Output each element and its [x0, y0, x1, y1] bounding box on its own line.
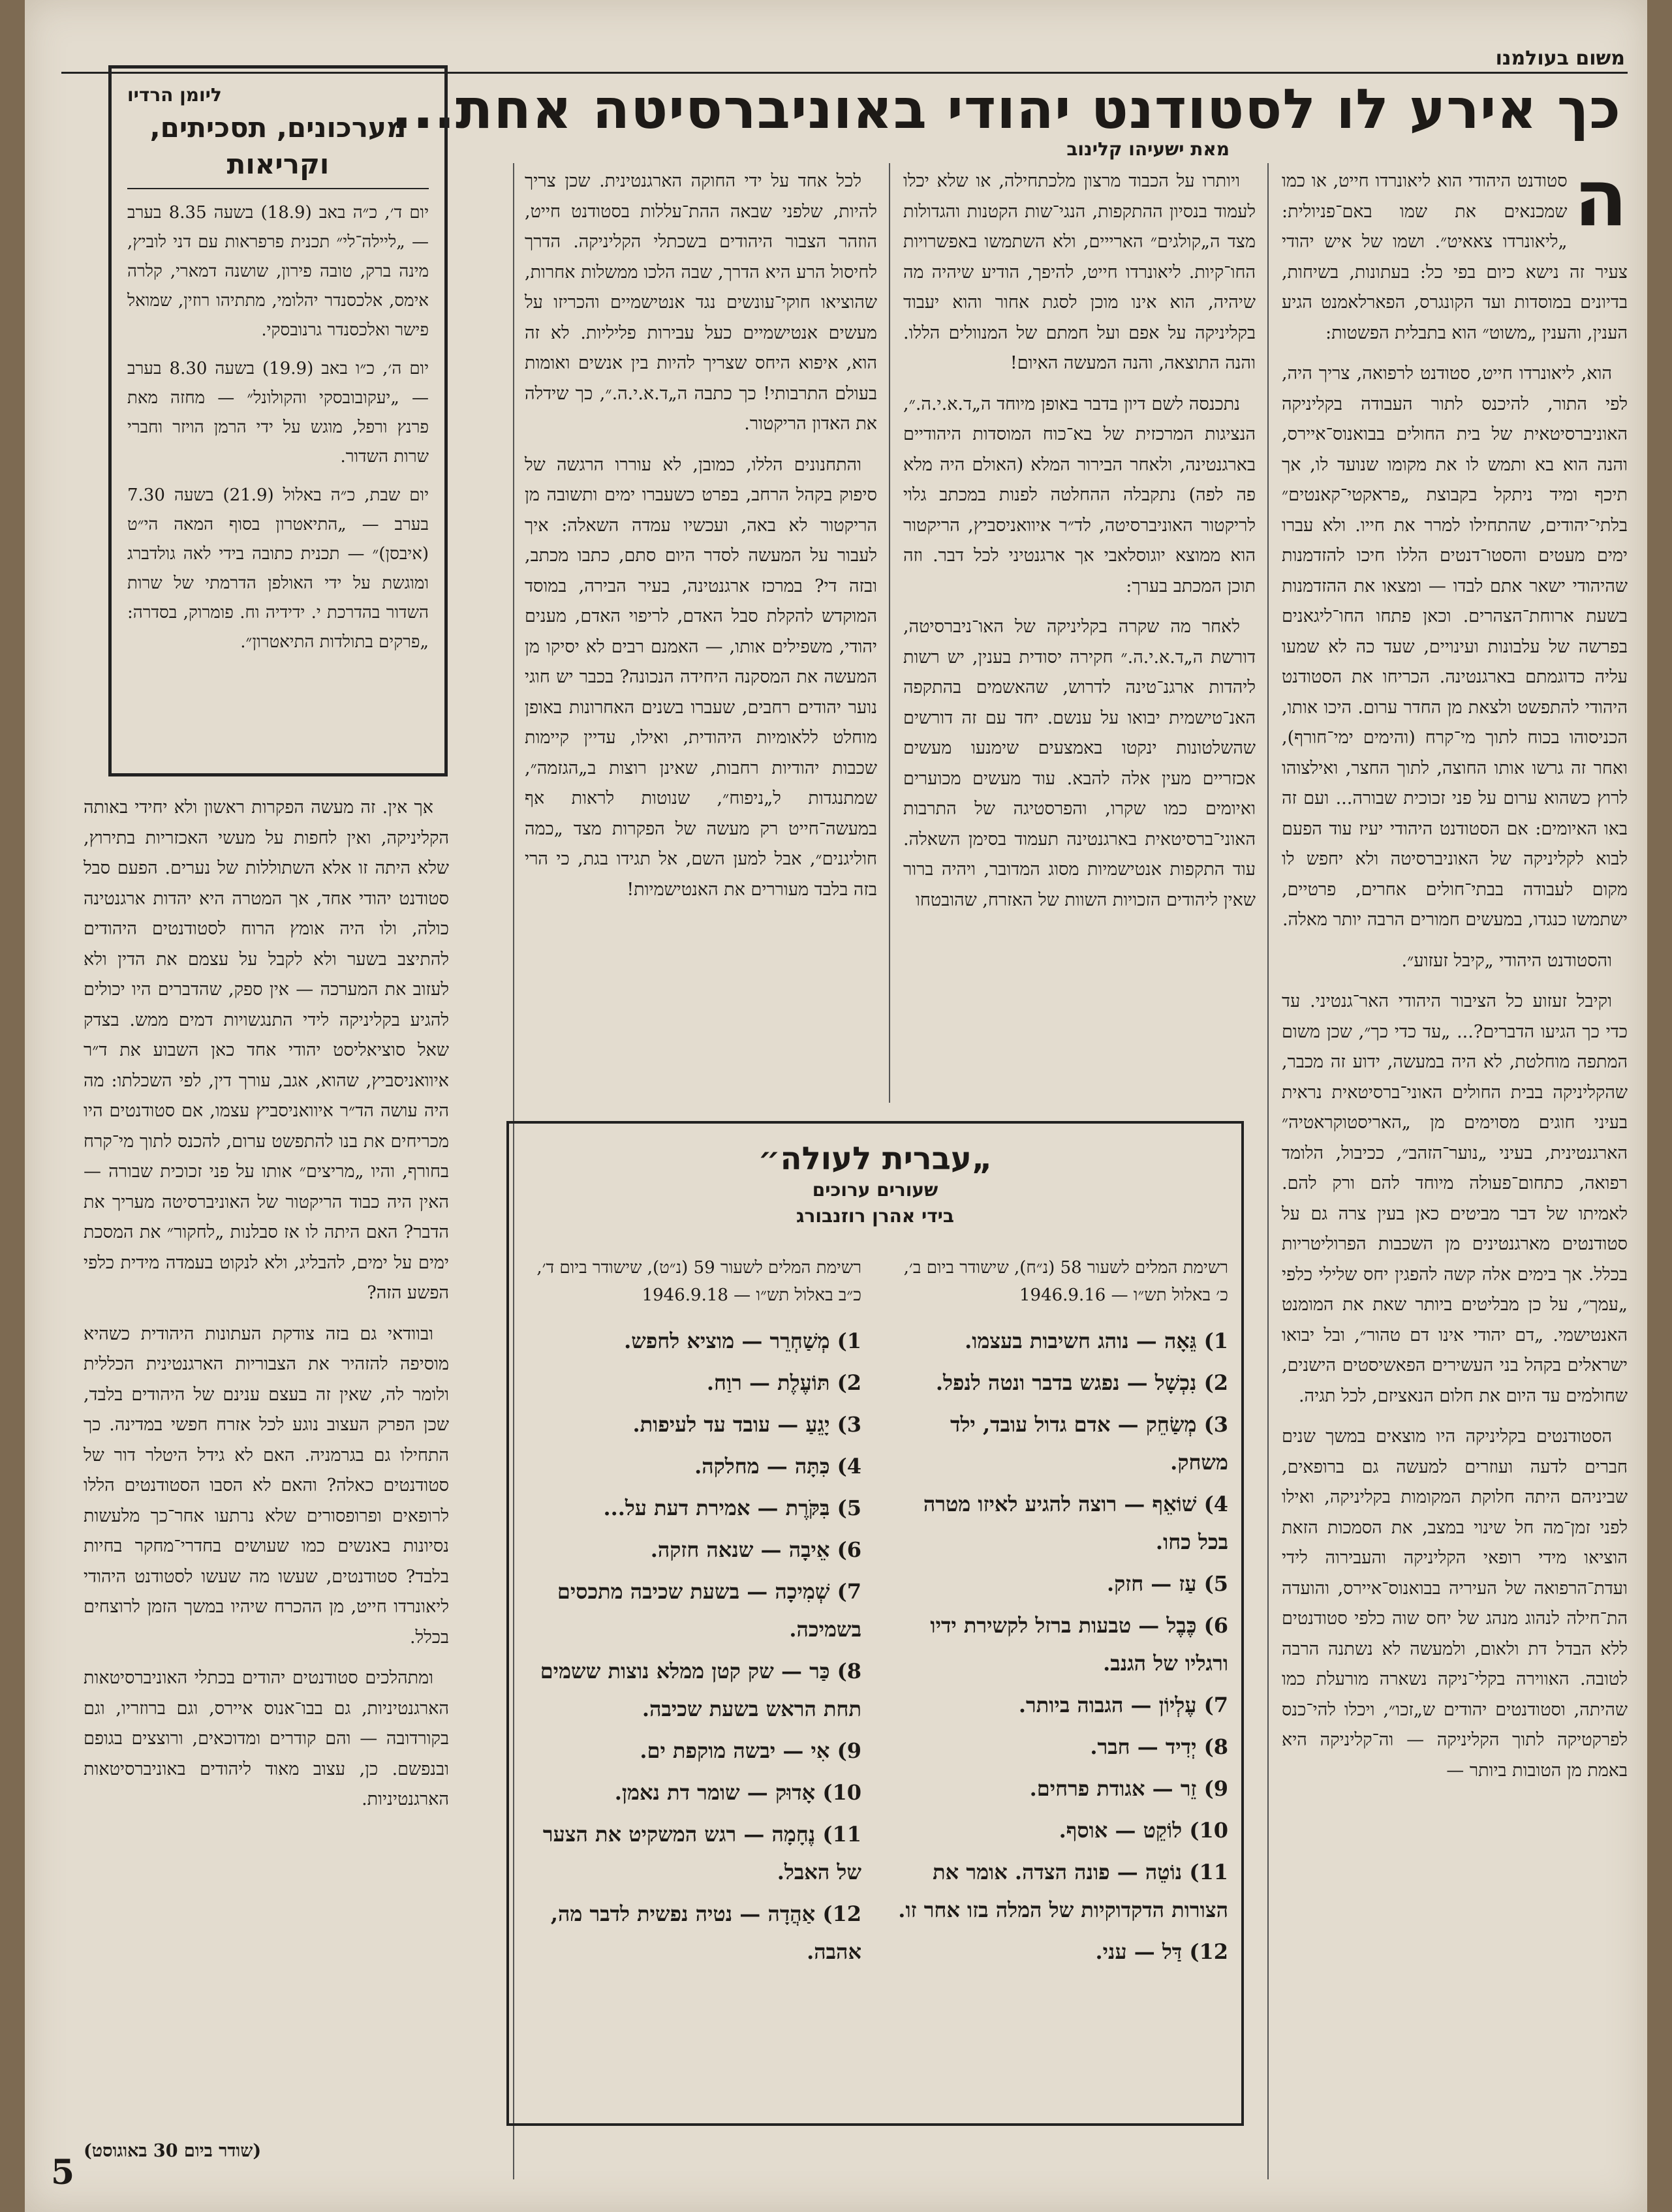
article-paragraph: וקיבל זעזוע כל הציבור היהודי האר־גנטיני. עד כדי כך הגיעו הדברים?... „עד כדי כך״, שכן משום המתפה מוחלטת, לא היה במעשה, ידוע זה מכבר, שהקליניקה בבית החולים האוני־ברסיטאית נראית בעיני חוגים מסוימים מן „האריסטוקראטיה״ הארגנטינית, בעיני „נוער־הזהב״, ככיבול, הלומד רפואה, כתחום־פעולה מיוחד להם ורק להם. לאמיתו של דבר מביטים כאן בעין צרה גם על סטודנטים מארגנטינים מן השכבות הפרוליטריות בכלל. אך בימים אלה קשה להפגין יחס שלילי כלפי „עמך״, על כן מבליטים ביותר שאת את המומנט האנטישמי. „דם יהודי אינו דם טהור״, ובל יבואו ישראלים בקהל בני העשירים הפאשיסטים הישנים, שחולמים עד היום את חלום הנאציזם, לכל תגיה. [1282, 991, 1628, 1406]
headline: כך אירע לו לסטודנט יהודי באוניברסיטה אחת... [391, 77, 1621, 141]
vocab-entry: 8) יְדִיד — חבר. [1090, 1734, 1228, 1759]
vocab-entry: 1) מְשַׁחְרֵר — מוציא לחפש. [624, 1329, 861, 1353]
article-paragraph: הוא, ליאונרדו חייט, סטודנט לרפואה, צריך היה, לפי התור, להיכנס לתור העבודה בקליניקה האוניברסיטאית של בית החולים בבואנוס־איירס, והנה הוא בא ותמש לו את מקומו שנועד לו, אך תיכף ומיד ניתקל בקבוצת „פראקטי־קאנטים״ בלתי־יהודים, שהתחילו למרר את חייו. ולא עברו ימים מעטים והסטו־דנטים הללו חיכו להזדמנות שהיהודי ישאר אתם לבדו — ומצאו את ההזדמנות בשעת ארוחת־הצהרים. וכאן פתחו החו־ליגאנים בפרשה של עלבונות ועינויים, שעד כה לא שמעו עליה כדוגמתם בארגנטינה. הכריחו את הסטודנט היהודי להתפשט ולצאת מן החדר ערום. היכו אותו, הכניסוהו בכוח לתוך מי־קרח (והימים ימי־חורף), ואחר זה גרשו אותו החוצה, לתוך החצר, ואילצוהו לרוץ כשהוא ערום על פני זכוכית שבורה... ועם זה באו האיומים: אם הסטודנט היהודי יעיז עוד הפעם לבוא לקליניקה של האוניברסיטה ולא יחפש לו מקום לעבודה בבתי־חולים אחרים, פרטיים, ישתמשו כנגדו, במעשים חמורים הרבה יותר מאלה. [1282, 363, 1628, 930]
vocab-entry: 6) כֶּבֶל — טבעות ברזל לקשירת ידיו ורגליו של הגנב. [930, 1613, 1228, 1676]
broadcast-date-note: (שודר ביום 30 באוגוסט) [84, 2141, 262, 2161]
article-paragraph: לכל אחד על ידי החוקה הארגנטינית. שכן צריך להיות, שלפני שבאה ההת־עללות בסטודנט חייט, הוזהר הצבור היהודים בשכתלי הקליניקה. הדרך לחיסול הרע היא הדרך, שבה הלכו ממשלות אחרות, שהוציאו חוקי־עונשים נגד אנטישמיים והכריזו על מעשים אנטישמיים כעל עבירות פליליות. לא זה הוא, איפוא היחס שצריך להיות בין אנשים ואומות בעולם התרבותי! כך כתבה ה„ד.א.י.ה.״, כך שידלה את האדון הריקטור. [525, 171, 877, 434]
vocab-entry: 2) נִכְשָׁל — נפגש בדבר ונטה לנפל. [935, 1370, 1228, 1395]
article-paragraph: נתכנסה לשם דיון בדבר באופן מיוחד ה„ד.א.י.ה.״, הנציגות המרכזית של בא־כוח המוסדות היהודיים בארגנטינה, ולאחר הבירור המלא (האולם היה מלא פה לפה) נתקבלה ההחלטה לפנות במכתב גלוי לריקטור האוניברסיטה, לד״ר איוואניסביץ, הריקטור הוא ממוצא יוגוסלאבי אך ארגנטיני לכל דבר. וזה תוכן המכתב בערך: [903, 393, 1256, 596]
article-paragraph: סטודנט היהודי הוא ליאונרדו חייט, או כמו שמכנאים את שמו באם־פניולית: „ליאונרדו צאאיט״. ושמו של איש יהודי צעיר זה נישא כיום בפי כל: בעתונות, בשיחות, בדיונים במוסדות ועד הקונגרס, הפארלאמנט הגיע הענין, והענין „משוט״ הוא בתבלית הפשטות: [1282, 171, 1628, 343]
page-number: 5 [51, 2153, 75, 2192]
vocab-entry: 8) כַּר — שק קטן ממלא נוצות ששמים תחת הראש בשעת שכיבה. [540, 1659, 861, 1721]
lesson-box-title: „עברית לעולה״ [758, 1141, 993, 1177]
vocab-entry: 7) עֶלְיוֹן — הגבוה ביותר. [1018, 1693, 1228, 1717]
lesson-58-heading: רשימת המלים לשעור 58 (נ״ח), שישודר ביום ב׳, כ׳ באלול תש״ו — 1946.9.16 [903, 1258, 1228, 1305]
vocab-entry: 3) יָגֵעַ — עובד עד לעיפות. [632, 1412, 861, 1437]
vocab-entry: 7) שְׁמִיכָה — בשעת שכיבה מתכסים בשמיכה. [557, 1579, 861, 1642]
vocab-entry: 5) בִּקֹּרֶת — אמירת דעת על... [603, 1496, 861, 1520]
column-rule [1267, 163, 1269, 2179]
radio-box-label: ליומן הרדיו [127, 84, 222, 106]
article-paragraph: אך אין. זה מעשה הפקרות ראשון ולא יחידי באותה הקליניקה, ואין לחפות על מעשי האכזריות בתירוץ, שלא היתה זו אלא השתוללות של נערים. הפעם סבל סטודנט יהודי אחד, אך המטרה היא יהדות ארגנטינה כולה, ולו היה אומץ הרוח לסטודנטים היהודים להתיצב בשער ולא לקבל על עצמם את הדין ולא לעזוב את המערכה — אין ספק, שהדברים היו יכולים להגיע בקליניקה לידי התנגשויות דמים ממש. בצדק שאל סוציאליסט יהודי אחד כאן השבוע את ד״ר איוואניסביץ, שהוא, אגב, עורך דין, לפי השכלתו: מה היה עושה הד״ר איוואניסביץ עצמו, אם סטודנטים היו מכריחים את בנו להתפשט ערום, להכנס לתוך מי־קרח בחורף, והיו „מריצים״ אותו על פני זכוכית שבורה — האין היה כבוד הריקטור של האוניברסיטה מעריך את הדבר? האם היתה לו אז סבלנות „לחקור״ את המסכת ימים על ימים, להבליג, ולא לנקוט בעמדה מידית כלפי הפשע הזה? [84, 797, 449, 1303]
vocab-entry: 11) נוֹטֵה — פונה הצדה. אומר את הצורות הדקדוקיות של המלה בזו אחר זו. [898, 1860, 1228, 1922]
vocab-entry: 9) אִי — יבשה מוקפת ים. [640, 1738, 861, 1763]
hebrew-lesson-box [506, 1121, 1244, 2126]
radio-box-title: מערכונים, תסכיתים, וקריאות [127, 110, 429, 189]
lesson-columns [522, 1254, 1228, 2110]
vocab-entry: 6) אֵיבָה — שנאה חזקה. [650, 1537, 861, 1562]
radio-listing: יום שבת, כ״ה באלול (21.9) בשעה 7.30 בערב — „התיאטרון בסוף המאה הי״ט (איבסן)״ — תכנית כתובה בידי לאה גולדברג ומוגשת על ידי האולפן הדרמתי של שרות השדור בהדרכת י. ידידיה וח. פומרוק, בסדרה: „פרקים בתולדות התיאטרון״. [127, 485, 429, 652]
article-paragraph: והתחנונים הללו, כמובן, לא עוררו הרגשה של סיפוק בקהל הרחב, בפרט כשעברו ימים ותשובה מן הריקטור לא באה, ועכשיו עמדה השאלה: איך לעבור על המעשה לסדר היום סתם, כתבו מכתב, ובזה די? במרכז ארגנטינה, בעיר הבירה, במוסד המוקדש להקלת סבל האדם, לריפוי האדם, מענים יהודי, משפילים אותו, — האמנם רבים לא יסיקו מן המעשה את המסקנה היחידה הנכונה? בכבר יש חוגי נוער יהודים רחבים, שעברו בשנים האחרונות באופן מוחלט ללאומיות היהודית, ואילו, עדיין קיימות שכבות יהודיות רחבות, שאינן רוצות ב„הגזמה״, שמתנגדות ל„ניפוח״, שנוטות לראות אף במעשה־חייט רק מעשה של הפקרות מצד „כמה חוליגנים״, אבל למען השם, אל תגידו בגת, כי הרי בזה בלבד מעוררים את האנטישמיות! [525, 454, 877, 900]
article-column-3 [525, 166, 877, 1106]
drop-cap: ה [1573, 153, 1628, 244]
radio-listing: יום ד׳, כ״ה באב (18.9) בשעה 8.35 בערב — „ליילה־לי״ תכנית פרפראות עם דני לוביץ, מינה ברק, טובה פירון, שושנה דמארי, קלרה אימס, אלכסנדר יהלומי, מתתיהו רוזין, שמואל פישר ואלכסנדר גרנובסקי. [127, 203, 429, 340]
vocab-entry: 4) שׁוֹאֵף — רוצה להגיע לאיזו מטרה בכל כחו. [923, 1492, 1228, 1554]
vocab-entry: 10) לוֹקֵט — אוסף. [1059, 1818, 1228, 1843]
vocab-entry: 4) כִּתָּה — מחלקה. [694, 1454, 861, 1479]
article-paragraph: ובוודאי גם בזה צודקת העתונות היהודית כשהיא מוסיפה להזהיר את הצבוריות הארגנטינית הכללית ולומר לה, שאין זה בעצם ענינם של היהודים בלבד, שכן הפרק העצוב נוגע לכל אזרח חפשי במדינה. כך התחילו גם בגרמניה. האם לא גידל היטלר דור של סטודנטים כאלה? והאם לא הסבו הסטודנטים הללו לרופאים ופרופסורים שלא נרתעו אחר־כך מלעשות נסיונות באנשים כמו שעושים בחדרי־מחקר בחיות בלבד? סטודנטים, שעשו מה שעשו לסטודנט היהודי ליאונרדו חייט, מן ההכרח שיהיו במשך הזמן לרוצחים בכלל. [84, 1323, 449, 1648]
vocab-entry: 12) אַהֲדָה — נטיה נפשית לדבר מה, אהבה. [550, 1901, 861, 1964]
radio-listing: יום ה׳, כ״ו באב (19.9) בשעה 8.30 בערב — „יעקובובסקי והקולונל״ — מחזה מאת פרנץ ורפל, מוגש על ידי הרמן הויזר וחברי שרות השדור. [127, 359, 429, 467]
column-rule [889, 163, 890, 1103]
lesson-58-column [889, 1254, 1228, 1974]
article-column-2 [903, 166, 1256, 1106]
lesson-59-heading: רשימת המלים לשעור 59 (נ״ט), שישודר ביום ד׳, כ״ב באלול תש״ו — 1946.9.18 [536, 1258, 861, 1305]
article-paragraph: הסטודנטים בקליניקה היו מוצאים במשך שנים חברים לדעה ועוזרים למעשה גם ברופאים, שביניהם היתה חלוקת המקומות בקליניקה, ואילו לפני זמן־מה חל שינוי במצב, את הסמכות הזאת הוציאו מידי רופאי הקליניקה והעבירוה לידי ועדת־הרפואה של העיריה בבואנוס־איירס, והועדה הת־חילה לנהוג מנהג של יחס שוה כלפי סטודנטים ללא הבדל דת ולאום, ולמעשה לא נשתנה הרבה לטובה. האווירה בקלי־ניקה נשארה מורעלת כמו שהיתה, וסטודנטים יהודים ש„זכו״, ויכלו להי־כנס לפרקטיקה לתוך הקליניקה — וה־קליניקה היא באמת מן הטובות ביותר — [1282, 1426, 1628, 1781]
byline: מאת ישעיהו קלינוב [1066, 138, 1230, 160]
vocab-entry: 11) נֶחָמָה — רגש המשקיט את הצער של האבל. [542, 1822, 861, 1884]
article-column-4 [84, 793, 449, 2104]
lesson-box-author: בידי אהרן רוזנבורג [796, 1205, 955, 1227]
lesson-58-word-list [889, 1322, 1228, 1971]
section-label: משום בעולמנו [1495, 47, 1625, 70]
vocab-entry: 10) אָדוּק — שומר דת נאמן. [614, 1780, 861, 1805]
vocab-entry: 3) מְשַׂחֵק — אדם גדול עובד, ילד משחק. [950, 1412, 1228, 1475]
lesson-box-subtitle: שעורים ערוכים [812, 1179, 938, 1201]
article-paragraph: לאחר מה שקרה בקליניקה של האו־ניברסיטה, דורשת ה„ד.א.י.ה.״ חקירה יסודית בענין, יש רשות ליהדות ארגנ־טינה לדרוש, שהאשמים בהתקפה האנ־טישמית יבואו על ענשם. יחד עם זה דורשים שהשלטונות ינקטו באמצעים שימנעו מעשים אכזריים מעין אלה להבא. עוד מעשים מכוערים ואיומים כמו שקרו, והפרסטיגה של התרבות האוני־ברסיטאית בארגנטינה תעמוד בסימן השאלה. עוד התקפות אנטישמיות מסוג המדובר, ויהיה ברור שאין ליהודים הזכויות השוות של האזרח, שהובטחו [903, 617, 1256, 910]
vocab-entry: 1) גֵּאָה — נוהג חשיבות בעצמו. [965, 1329, 1228, 1353]
vocab-entry: 9) זֵר — אגודת פרחים. [1029, 1776, 1228, 1801]
lesson-59-column [522, 1254, 861, 1974]
lesson-59-word-list [522, 1322, 861, 1971]
radio-schedule-box [108, 65, 448, 776]
magazine-page [25, 0, 1647, 2212]
vocab-entry: 2) תּוֹעֶלֶת — רוַח. [706, 1370, 861, 1395]
vocab-entry: 12) דַּל — עני. [1095, 1939, 1228, 1964]
article-paragraph: ויותרו על הכבוד מרצון מלכתחילה, או שלא יכלו לעמוד בנסיון ההתקפות, הנגי־שות הקטנות והגדולות מצד ה„קולגים״ הארייים, ולא השתמשו באפשרויות החו־קיות. ליאונרדו חייט, להיפך, הודיע שיהיה מה שיהיה, הוא אינו מוכן לסגת אחור והוא יעבוד בקליניקה על אפם ועל חמתם של המנוולים הללו. והנה התוצאה, והנה המעשה האיום! [903, 171, 1256, 373]
vocab-entry: 5) עַז — חזק. [1107, 1571, 1228, 1596]
article-paragraph: והסטודנט היהודי „קיבל זעזוע״. [1401, 950, 1612, 971]
article-paragraph: ומתהלכים סטודנטים יהודים בכתלי האוניברסיטאות הארגנטיניות, גם בבו־אנוס איירס, וגם ברוזריו, וגם בקורדובה — והם קודרים ומדוכאים, ורוצצים בגופם ובנפשם. כן, עצוב מאוד ליהודים באוניברסיטאות הארגנטיניות. [84, 1668, 449, 1809]
article-column-1 [1282, 153, 1628, 2176]
